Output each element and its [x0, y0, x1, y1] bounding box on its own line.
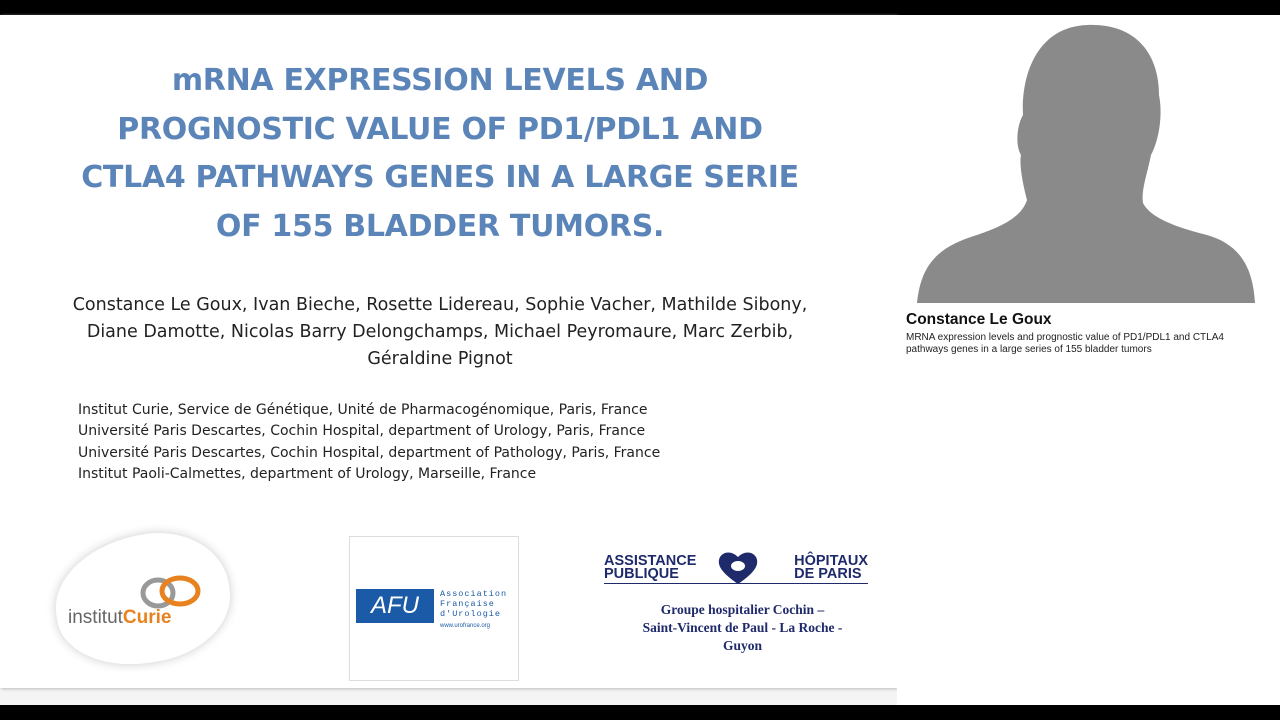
title-line: PROGNOSTIC VALUE OF PD1/PDL1 AND: [117, 111, 763, 147]
title-line: OF 155 BLADDER TUMORS.: [215, 208, 665, 244]
presentation-stage: [0, 15, 1280, 705]
slide: [0, 15, 897, 688]
aphp-text: HÔPITAUX: [794, 553, 868, 569]
slide-title: [60, 57, 820, 251]
afu-logo: [349, 536, 519, 681]
group-line: Groupe hospitalier Cochin –: [660, 602, 825, 617]
person-silhouette-icon: [897, 15, 1280, 303]
avatar: [897, 15, 1280, 303]
affiliation: Université Paris Descartes, Cochin Hospital, department of Pathology, Paris, France: [78, 444, 661, 461]
curie-logo-text: [68, 607, 172, 629]
affiliations: [78, 400, 660, 485]
divider: [604, 583, 868, 584]
afu-line: d'Urologie: [440, 609, 502, 619]
speaker-name: Constance Le Goux: [906, 311, 1052, 328]
affiliation: Institut Paoli-Calmettes, department of Urology, Marseille, France: [78, 465, 537, 482]
aphp-text: PUBLIQUE: [604, 566, 679, 582]
talk-description: MRNA expression levels and prognostic value of PD1/PDL1 and CTLA4 pathways genes in a large series of 155 bladder tumors: [906, 332, 1224, 355]
aphp-heart-icon: [716, 551, 760, 585]
afu-line: Association: [440, 589, 508, 599]
authors: Constance Le Goux, Ivan Bieche, Rosette Lidereau, Sophie Vacher, Mathilde Sibony, Diane Damotte, Nicolas Barry Delongchamps, Michael Peyromaure, Marc Zerbib, Géraldine Pignot: [72, 295, 808, 369]
curie-rings-icon: [138, 575, 208, 611]
group-line: Guyon: [722, 638, 763, 653]
curie-a: institut: [68, 607, 123, 628]
affiliation: Institut Curie, Service de Génétique, Unité de Pharmacogénomique, Paris, France: [78, 402, 648, 418]
hospital-group: [610, 601, 875, 655]
aphp-text: DE PARIS: [794, 566, 862, 582]
group-line: Saint-Vincent de Paul - La Roche -: [642, 620, 843, 635]
title-line: mRNA EXPRESSION LEVELS AND: [171, 63, 709, 98]
afu-mark: AFU: [356, 589, 434, 623]
title-line: CTLA4 PATHWAYS GENES IN A LARGE SERIE: [81, 160, 799, 195]
afu-url: www.urofrance.org: [440, 623, 491, 629]
speaker-panel: [897, 15, 1280, 705]
aphp-text: ASSISTANCE: [604, 553, 697, 569]
afu-line: Française: [440, 599, 495, 609]
affiliation: Université Paris Descartes, Cochin Hospital, department of Urology, Paris, France: [78, 423, 646, 440]
afu-text: [440, 589, 507, 619]
curie-b: Curie: [122, 607, 172, 628]
